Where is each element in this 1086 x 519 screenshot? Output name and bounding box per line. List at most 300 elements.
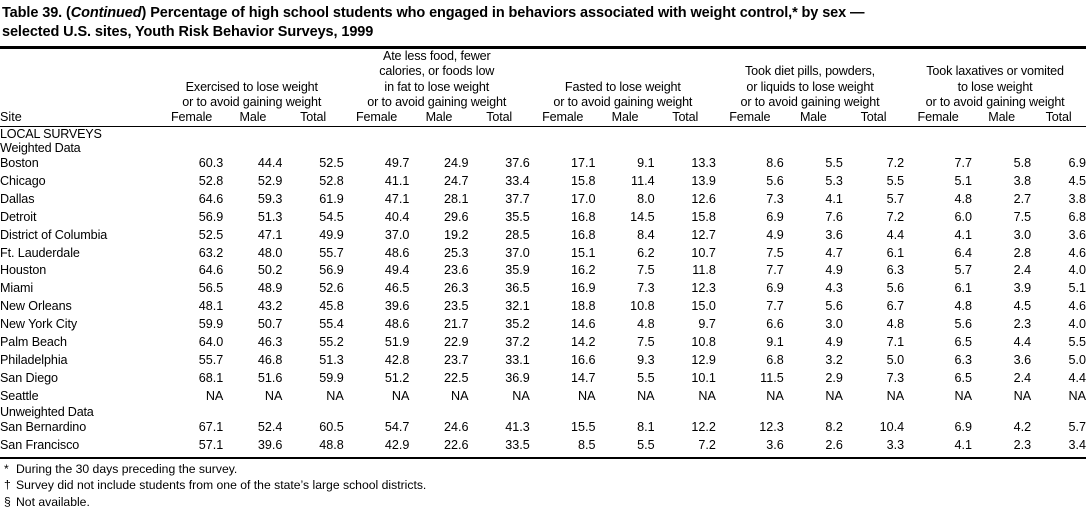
cell-total: 45.8 bbox=[319, 299, 344, 314]
table-row bbox=[0, 419, 1086, 437]
footnote bbox=[0, 477, 1086, 493]
cell-total: 7.3 bbox=[886, 370, 905, 385]
cell-value: 3.0 bbox=[1013, 227, 1032, 242]
cell-value: 42.9 bbox=[384, 438, 410, 453]
cell-value: 52.9 bbox=[257, 174, 283, 189]
cell-value: 39.6 bbox=[384, 299, 410, 314]
title-rest: ) Percentage of high school students who engaged in behaviors associated with weight control,* by sex — bbox=[141, 5, 865, 21]
section-label: LOCAL SURVEYS bbox=[0, 127, 102, 142]
cell-value: 64.0 bbox=[198, 334, 224, 349]
cell-value: 16.2 bbox=[570, 263, 596, 278]
cell-value: 12.3 bbox=[759, 420, 784, 435]
cell-total: 33.5 bbox=[505, 438, 530, 453]
cell-value: 5.3 bbox=[825, 174, 843, 189]
cell-total: 13.9 bbox=[691, 174, 716, 189]
cell-total: 54.5 bbox=[319, 209, 344, 224]
cell-value: 14.7 bbox=[570, 370, 596, 385]
cell-total: 5.7 bbox=[886, 191, 905, 206]
table-row bbox=[0, 370, 1086, 388]
subheader-ate-less-female: Female bbox=[356, 110, 398, 125]
cell-total: 7.2 bbox=[886, 209, 905, 224]
subheader-exercised-total: Total bbox=[300, 110, 326, 125]
cell-value: 51.3 bbox=[257, 209, 283, 224]
cell-value: 4.3 bbox=[825, 281, 843, 296]
group-exercised-line2: or to avoid gaining weight bbox=[182, 94, 322, 109]
cell-total: 55.2 bbox=[319, 334, 344, 349]
cell-value: 59.9 bbox=[198, 317, 224, 332]
subheader-exercised-male: Male bbox=[239, 110, 267, 125]
group-ate-less-line3: in fat to lose weight bbox=[384, 79, 490, 94]
group-ate-less-line1: Ate less food, fewer bbox=[382, 49, 491, 64]
cell-value: 63.2 bbox=[198, 245, 224, 260]
site-name: Palm Beach bbox=[0, 334, 67, 349]
subheader-laxatives-total: Total bbox=[1045, 110, 1072, 125]
footnote bbox=[0, 461, 1086, 477]
cell-value: 4.8 bbox=[954, 191, 973, 206]
group-fasted-line1: Fasted to lose weight bbox=[564, 79, 681, 94]
cell-value: 29.6 bbox=[443, 209, 469, 224]
cell-value: 50.7 bbox=[257, 317, 283, 332]
subheader-diet-pills-male: Male bbox=[799, 110, 827, 125]
subheader-fasted-male: Male bbox=[611, 110, 639, 125]
cell-value: 59.3 bbox=[257, 191, 283, 206]
cell-value: 7.7 bbox=[766, 263, 784, 278]
cell-value: 46.3 bbox=[257, 334, 283, 349]
cell-total: 60.5 bbox=[319, 420, 344, 435]
cell-value: 11.5 bbox=[760, 370, 784, 385]
site-name: San Diego bbox=[0, 370, 58, 385]
footnote-text: Not available. bbox=[16, 494, 90, 509]
group-exercised-line1: Exercised to lose weight bbox=[185, 79, 318, 94]
cell-total: 13.3 bbox=[691, 156, 716, 171]
subheader-ate-less-male: Male bbox=[425, 110, 453, 125]
cell-value: 3.9 bbox=[1013, 281, 1032, 296]
cell-total: 37.2 bbox=[505, 334, 530, 349]
cell-value: 57.1 bbox=[198, 438, 224, 453]
cell-total: 6.1 bbox=[886, 245, 905, 260]
cell-total: NA bbox=[326, 388, 344, 403]
cell-total: 52.8 bbox=[319, 174, 344, 189]
cell-total: 15.0 bbox=[691, 299, 716, 314]
cell-value: 4.1 bbox=[825, 191, 843, 206]
section-label: Weighted Data bbox=[0, 141, 81, 156]
cell-total: 52.6 bbox=[319, 281, 344, 296]
cell-total: 36.5 bbox=[505, 281, 530, 296]
cell-value: 54.7 bbox=[384, 420, 410, 435]
cell-value: 48.9 bbox=[257, 281, 283, 296]
cell-value: 8.2 bbox=[825, 420, 843, 435]
cell-total: 4.0 bbox=[1068, 263, 1086, 278]
cell-value: 4.2 bbox=[1013, 420, 1032, 435]
cell-value: 16.8 bbox=[570, 209, 596, 224]
site-name: Chicago bbox=[0, 174, 46, 189]
cell-value: 6.2 bbox=[637, 245, 655, 260]
cell-value: 2.3 bbox=[1013, 317, 1032, 332]
cell-value: 9.1 bbox=[766, 334, 784, 349]
cell-value: 14.5 bbox=[630, 209, 655, 224]
cell-value: 6.9 bbox=[766, 209, 784, 224]
cell-value: 56.9 bbox=[198, 209, 224, 224]
cell-value: 64.6 bbox=[198, 191, 224, 206]
cell-total: 6.7 bbox=[886, 299, 905, 314]
group-header-fasted bbox=[530, 49, 716, 110]
cell-value: 4.1 bbox=[954, 227, 973, 242]
cell-total: 4.4 bbox=[886, 227, 905, 242]
cell-value: 14.6 bbox=[570, 317, 596, 332]
cell-value: 56.5 bbox=[198, 281, 224, 296]
group-diet-pills-line3: or to avoid gaining weight bbox=[740, 94, 880, 109]
group-header-ate-less bbox=[344, 49, 530, 110]
group-ate-less-line4: or to avoid gaining weight bbox=[367, 94, 507, 109]
cell-total: 6.3 bbox=[886, 263, 905, 278]
cell-total: 51.3 bbox=[319, 352, 344, 367]
footnote bbox=[0, 494, 1086, 510]
cell-value: NA bbox=[954, 388, 973, 403]
subheader-diet-pills-female: Female bbox=[729, 110, 771, 125]
cell-value: 3.6 bbox=[1013, 352, 1032, 367]
cell-value: 8.4 bbox=[637, 227, 655, 242]
cell-value: 49.4 bbox=[384, 263, 410, 278]
cell-value: 4.8 bbox=[954, 299, 973, 314]
cell-value: 8.1 bbox=[637, 420, 655, 435]
cell-total: NA bbox=[1068, 388, 1086, 403]
site-name: New York City bbox=[0, 317, 78, 332]
site-name: Ft. Lauderdale bbox=[0, 245, 80, 260]
cell-value: 6.3 bbox=[954, 352, 973, 367]
cell-total: 7.2 bbox=[886, 156, 905, 171]
column-header-site: Site bbox=[0, 110, 22, 125]
cell-value: 67.1 bbox=[198, 420, 224, 435]
cell-value: 39.6 bbox=[257, 438, 283, 453]
cell-value: 44.4 bbox=[257, 156, 283, 171]
cell-total: 35.9 bbox=[505, 263, 530, 278]
cell-total: 32.1 bbox=[505, 299, 530, 314]
cell-value: NA bbox=[766, 388, 784, 403]
cell-value: 40.4 bbox=[384, 209, 410, 224]
cell-total: 12.6 bbox=[691, 191, 716, 206]
group-header-exercised bbox=[160, 49, 344, 110]
site-name: District of Columbia bbox=[0, 227, 108, 242]
cell-value: 15.5 bbox=[570, 420, 596, 435]
cell-total: 4.6 bbox=[1068, 299, 1086, 314]
group-header-laxatives bbox=[904, 49, 1086, 110]
subheader-ate-less-total: Total bbox=[486, 110, 513, 125]
cell-value: 9.3 bbox=[637, 352, 655, 367]
cell-value: 52.5 bbox=[198, 227, 224, 242]
cell-value: NA bbox=[637, 388, 655, 403]
cell-value: 55.7 bbox=[198, 352, 224, 367]
cell-value: 6.6 bbox=[766, 317, 784, 332]
cell-value: 3.6 bbox=[766, 438, 784, 453]
table-row bbox=[0, 352, 1086, 370]
cell-value: 17.0 bbox=[570, 191, 596, 206]
cell-value: 6.4 bbox=[954, 245, 973, 260]
cell-total: 3.4 bbox=[1068, 438, 1086, 453]
footnote-marker: † bbox=[4, 478, 11, 493]
group-fasted-line2: or to avoid gaining weight bbox=[553, 94, 693, 109]
cell-value: 4.9 bbox=[766, 227, 784, 242]
site-name: New Orleans bbox=[0, 299, 72, 314]
cell-value: 3.0 bbox=[825, 317, 843, 332]
title-line2: selected U.S. sites, Youth Risk Behavior Surveys, 1999 bbox=[2, 24, 374, 41]
group-laxatives-line1: Took laxatives or vomited bbox=[926, 64, 1064, 79]
cell-value: 47.1 bbox=[384, 191, 410, 206]
cell-value: 24.6 bbox=[443, 420, 469, 435]
cell-value: 7.5 bbox=[637, 334, 655, 349]
site-name: San Bernardino bbox=[0, 420, 87, 435]
weight-control-table bbox=[0, 49, 1086, 455]
cell-total: 35.2 bbox=[505, 317, 530, 332]
cell-value: 25.3 bbox=[443, 245, 469, 260]
cell-value: 49.7 bbox=[384, 156, 410, 171]
group-ate-less-line2: calories, or foods low bbox=[379, 64, 495, 79]
cell-value: 7.6 bbox=[825, 209, 843, 224]
cell-value: 60.3 bbox=[198, 156, 224, 171]
cell-total: 3.6 bbox=[1068, 227, 1086, 242]
table-row bbox=[0, 316, 1086, 334]
cell-value: 46.8 bbox=[257, 352, 283, 367]
cell-total: 55.7 bbox=[319, 245, 344, 260]
title-continued: Continued bbox=[70, 5, 142, 21]
table-row bbox=[0, 298, 1086, 316]
cell-value: 50.2 bbox=[257, 263, 283, 278]
cell-value: 37.0 bbox=[384, 227, 410, 242]
title-prefix: Table 39. ( bbox=[2, 5, 71, 21]
cell-total: 41.3 bbox=[505, 420, 530, 435]
cell-total: 5.6 bbox=[886, 281, 905, 296]
cell-value: NA bbox=[1013, 388, 1032, 403]
cell-value: 6.8 bbox=[766, 352, 784, 367]
cell-total: NA bbox=[886, 388, 905, 403]
footnote-text: Survey did not include students from one of the state’s large school districts. bbox=[16, 478, 427, 493]
cell-value: 52.8 bbox=[198, 174, 224, 189]
cell-value: 7.5 bbox=[637, 263, 655, 278]
cell-total: 12.9 bbox=[691, 352, 716, 367]
cell-value: 16.8 bbox=[570, 227, 596, 242]
cell-value: 3.2 bbox=[825, 352, 843, 367]
cell-total: 10.4 bbox=[879, 420, 905, 435]
cell-value: 15.8 bbox=[570, 174, 596, 189]
cell-total: 6.8 bbox=[1068, 209, 1086, 224]
cell-total: 3.8 bbox=[1068, 191, 1086, 206]
cell-value: 18.8 bbox=[570, 299, 596, 314]
cell-total: 12.3 bbox=[691, 281, 716, 296]
group-header-row bbox=[0, 49, 1086, 110]
cell-value: 23.5 bbox=[443, 299, 469, 314]
cell-value: 48.0 bbox=[257, 245, 283, 260]
cell-value: 52.4 bbox=[257, 420, 283, 435]
cell-value: 7.5 bbox=[1013, 209, 1032, 224]
cell-total: 15.8 bbox=[691, 209, 716, 224]
cell-value: 10.8 bbox=[630, 299, 655, 314]
cell-value: NA bbox=[577, 388, 596, 403]
cell-value: NA bbox=[451, 388, 469, 403]
cell-total: 7.1 bbox=[886, 334, 905, 349]
cell-value: 5.6 bbox=[825, 299, 843, 314]
table-row bbox=[0, 227, 1086, 245]
site-name: Philadelphia bbox=[0, 352, 68, 367]
cell-value: 21.7 bbox=[443, 317, 469, 332]
site-name: Detroit bbox=[0, 209, 37, 224]
cell-value: 8.5 bbox=[577, 438, 596, 453]
table-row bbox=[0, 209, 1086, 227]
cell-value: NA bbox=[205, 388, 224, 403]
cell-value: 16.9 bbox=[570, 281, 596, 296]
table-row bbox=[0, 437, 1086, 455]
cell-value: 24.9 bbox=[443, 156, 469, 171]
table-row bbox=[0, 155, 1086, 173]
section-header-row bbox=[0, 141, 1086, 155]
cell-value: 4.8 bbox=[637, 317, 655, 332]
table-row bbox=[0, 262, 1086, 280]
cell-value: 68.1 bbox=[198, 370, 224, 385]
group-diet-pills-line1: Took diet pills, powders, bbox=[745, 64, 875, 79]
cell-value: 23.7 bbox=[443, 352, 469, 367]
cell-total: 37.0 bbox=[505, 245, 530, 260]
table-body bbox=[0, 127, 1086, 456]
table-row bbox=[0, 334, 1086, 352]
cell-value: 6.9 bbox=[766, 281, 784, 296]
cell-value: 23.6 bbox=[443, 263, 469, 278]
cell-value: 15.1 bbox=[570, 245, 596, 260]
cell-value: 4.9 bbox=[825, 263, 843, 278]
cell-value: 14.2 bbox=[570, 334, 596, 349]
cell-value: 6.5 bbox=[954, 334, 973, 349]
cell-value: 6.5 bbox=[954, 370, 973, 385]
cell-total: 5.5 bbox=[886, 174, 905, 189]
cell-value: 5.8 bbox=[1013, 156, 1032, 171]
cell-value: 9.1 bbox=[637, 156, 655, 171]
cell-value: 24.7 bbox=[443, 174, 469, 189]
site-name: Houston bbox=[0, 263, 47, 278]
cell-value: 6.9 bbox=[954, 420, 973, 435]
cell-value: 2.4 bbox=[1013, 370, 1032, 385]
cell-value: 5.1 bbox=[954, 174, 973, 189]
cell-value: 8.0 bbox=[637, 191, 655, 206]
table-row bbox=[0, 191, 1086, 209]
cell-total: 5.1 bbox=[1068, 281, 1086, 296]
cell-value: 51.6 bbox=[257, 370, 283, 385]
cell-total: 61.9 bbox=[319, 191, 344, 206]
table-row bbox=[0, 245, 1086, 263]
subheader-laxatives-male: Male bbox=[988, 110, 1015, 125]
cell-value: 7.3 bbox=[766, 191, 784, 206]
subheader-exercised-female: Female bbox=[171, 110, 213, 125]
group-laxatives-line3: or to avoid gaining weight bbox=[925, 94, 1065, 109]
cell-value: 2.6 bbox=[825, 438, 843, 453]
cell-value: 28.1 bbox=[443, 191, 469, 206]
section-label: Unweighted Data bbox=[0, 405, 94, 420]
section-header-row bbox=[0, 405, 1086, 419]
cell-total: 52.5 bbox=[319, 156, 344, 171]
cell-value: 4.7 bbox=[825, 245, 843, 260]
cell-value: 64.6 bbox=[198, 263, 224, 278]
cell-total: 33.1 bbox=[505, 352, 530, 367]
site-name: Dallas bbox=[0, 191, 35, 206]
group-header-spacer bbox=[0, 49, 160, 110]
cell-value: 46.5 bbox=[384, 281, 410, 296]
cell-total: 11.8 bbox=[692, 263, 716, 278]
cell-value: 5.7 bbox=[954, 263, 973, 278]
subheader-diet-pills-total: Total bbox=[860, 110, 887, 125]
table-row bbox=[0, 280, 1086, 298]
footnotes bbox=[0, 459, 1086, 510]
footnote-marker: * bbox=[4, 462, 9, 477]
cell-value: 7.3 bbox=[637, 281, 655, 296]
cell-total: 33.4 bbox=[505, 174, 530, 189]
subheader-fasted-female: Female bbox=[542, 110, 584, 125]
cell-total: 36.9 bbox=[505, 370, 530, 385]
cell-total: 28.5 bbox=[505, 227, 530, 242]
cell-total: 55.4 bbox=[319, 317, 344, 332]
cell-total: 12.2 bbox=[691, 420, 716, 435]
cell-value: 5.5 bbox=[637, 370, 655, 385]
cell-total: 4.4 bbox=[1068, 370, 1086, 385]
cell-total: 9.7 bbox=[698, 317, 716, 332]
site-name: Seattle bbox=[0, 388, 39, 403]
cell-value: 2.3 bbox=[1013, 438, 1032, 453]
cell-value: 11.4 bbox=[631, 174, 655, 189]
table-row bbox=[0, 173, 1086, 191]
cell-value: NA bbox=[825, 388, 843, 403]
cell-value: 8.6 bbox=[766, 156, 784, 171]
cell-total: 3.3 bbox=[886, 438, 905, 453]
cell-value: 2.9 bbox=[825, 370, 843, 385]
group-diet-pills-line2: or liquids to lose weight bbox=[746, 79, 874, 94]
cell-value: 7.7 bbox=[766, 299, 784, 314]
cell-value: 48.6 bbox=[384, 245, 410, 260]
cell-total: NA bbox=[698, 388, 716, 403]
section-header-row bbox=[0, 127, 1086, 142]
group-laxatives-line2: to lose weight bbox=[957, 79, 1033, 94]
cell-total: 10.1 bbox=[691, 370, 716, 385]
subheader-row bbox=[0, 110, 1086, 124]
cell-value: 47.1 bbox=[257, 227, 283, 242]
cell-total: 5.7 bbox=[1068, 420, 1086, 435]
cell-total: 56.9 bbox=[319, 263, 344, 278]
site-name: Boston bbox=[0, 156, 39, 171]
cell-total: 4.5 bbox=[1068, 174, 1086, 189]
cell-total: 10.8 bbox=[691, 334, 716, 349]
cell-total: 59.9 bbox=[319, 370, 344, 385]
cell-value: 5.6 bbox=[954, 317, 973, 332]
page-title bbox=[0, 0, 1086, 44]
cell-total: 49.9 bbox=[319, 227, 344, 242]
cell-total: 5.5 bbox=[1068, 334, 1086, 349]
cell-value: 16.6 bbox=[570, 352, 596, 367]
cell-value: 2.7 bbox=[1013, 191, 1032, 206]
footnote-text: During the 30 days preceding the survey. bbox=[16, 462, 238, 477]
cell-value: NA bbox=[391, 388, 410, 403]
cell-value: 7.7 bbox=[954, 156, 973, 171]
cell-value: 51.2 bbox=[384, 370, 410, 385]
cell-value: 4.4 bbox=[1013, 334, 1032, 349]
cell-total: 6.9 bbox=[1068, 156, 1086, 171]
cell-value: 26.3 bbox=[443, 281, 469, 296]
cell-value: 4.5 bbox=[1013, 299, 1032, 314]
cell-value: 4.9 bbox=[825, 334, 843, 349]
cell-total: NA bbox=[512, 388, 530, 403]
cell-value: 22.9 bbox=[443, 334, 469, 349]
cell-total: 37.7 bbox=[505, 191, 530, 206]
cell-value: 22.5 bbox=[443, 370, 469, 385]
cell-total: 12.7 bbox=[691, 227, 716, 242]
cell-value: 48.1 bbox=[198, 299, 224, 314]
cell-total: 4.6 bbox=[1068, 245, 1086, 260]
cell-value: 4.1 bbox=[954, 438, 973, 453]
cell-value: NA bbox=[264, 388, 283, 403]
cell-value: 51.9 bbox=[384, 334, 410, 349]
